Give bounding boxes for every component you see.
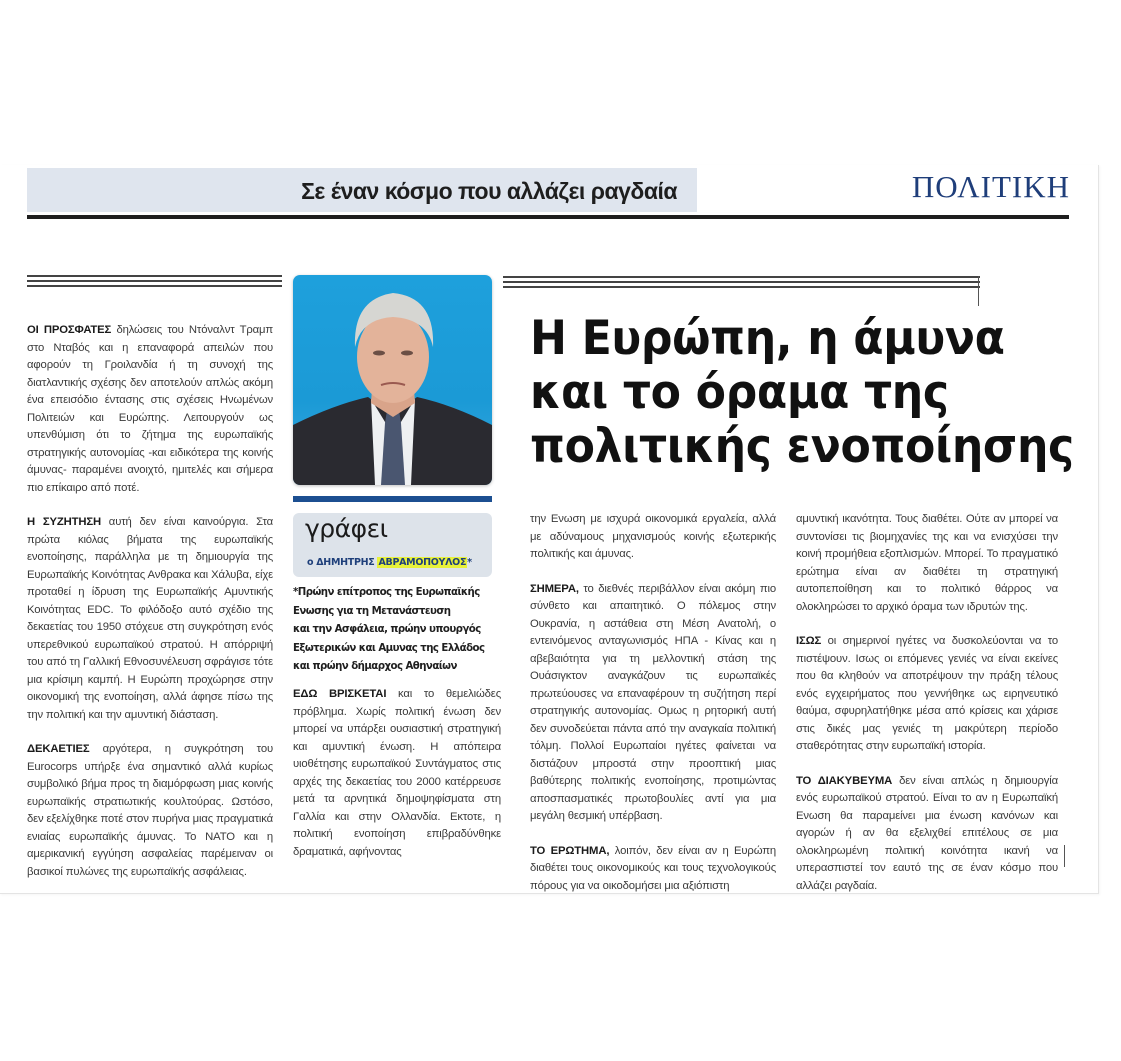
paragraph-text: και το θεμελιώδες πρόβλημα. Χωρίς πολιτική ένωση δεν μπορεί να υπάρξει ουσιαστική στρατηγική και αμυντική ένωση. Η απόπειρα υιοθέτησης ευρωπαϊκού Συντάγματος στις αρχές της δεκαετίας του 2000 κατέρρευσε μετά τα αρνητικά δημοψηφίσματα στη Γαλλία και στην Ολλανδία. Εκτοτε, η πολιτική ενοποίηση επιβραδύνθηκε δραματικά, αφήνοντας [293, 688, 501, 858]
accent-bar [293, 496, 492, 502]
bio-line: και πρώην δήμαρχος Αθηναίων [293, 661, 457, 672]
frame-line-top [978, 276, 979, 306]
headline-line: και το όραμα της [530, 365, 949, 420]
bio-line: Ενωσης για τη Μετανάστευση [293, 605, 451, 617]
paragraph-text: δεν είναι απλώς η δημιουργία ενός ευρωπαϊκού στρατού. Είναι το αν η Ευρωπαϊκή Ενωση θα παραμείνει μια ένωση κανόνων και αγορών ή αν θα εξελιχθεί επιτέλους σε μια ολοκληρωμένη πολιτική κοινότητα ικανή να υπερασπιστεί τον εαυτό της σε έναν κόσμο που αλλάζει ραγδαία. [796, 774, 1058, 892]
paragraph [27, 741, 273, 881]
author-asterisk: * [467, 557, 472, 568]
paragraph [530, 581, 776, 826]
bio-line: και την Ασφάλεια, πρώην υπουργός [293, 624, 481, 635]
paragraph [293, 686, 501, 861]
header-rule [27, 215, 1069, 219]
kicker-title: Σε έναν κόσμο που αλλάζει ραγδαία [301, 178, 677, 204]
paragraph-text: αυτή δεν είναι καινούργια. Στα πρώτα κιόλας βήματα της ευρωπαϊκής ενοποίησης, παράλληλα με τη δημιουργία της Ευρωπαϊκής Κοινότητας Ανθρακα και Χάλυβα, είχε προταθεί η ίδρυση της Ευρωπαϊκής Αμυντικής Κοινότητας EDC. Το φιλόδοξο αυτό σχέδιο της δεκαετίας του 1950 στόχευε στη συγκρότηση ενός υπερεθνικού ευρωπαϊκού στρατού. Η απόρριψή του από τη Γαλλική Εθνοσυνέλευση σφράγισε τότε μια κρίσιμη καμπή. Η Ευρώπη προχώρησε στην οικονομική της ενοποίηση, αλλά άφησε πίσω της την πολιτική και την αμυντική διάσταση. [27, 516, 273, 721]
column-rule-right [503, 276, 980, 288]
bio-line: Εξωτερικών και Αμυνας της Ελλάδος [293, 642, 485, 654]
paragraph-lead: ΙΣΩΣ [796, 635, 822, 647]
paragraph-text: λοιπόν, δεν είναι αν η Ευρώπη διαθέτει τους οικονομικούς και τους τεχνολογικούς πόρους για να οικοδομήσει μια αξιόπιστη [530, 844, 776, 892]
body-column-2 [293, 686, 501, 878]
author-article: ο [307, 557, 314, 568]
paragraph [27, 514, 273, 724]
paragraph-text: την Ενωση με ισχυρά οικονομικά εργαλεία, αλλά με αδύναμους μηχανισμούς κοινής εξωτερικής πολιτικής και άμυνας. [530, 513, 776, 560]
headline-line: πολιτικής ενοποίησης [530, 419, 1074, 474]
paragraph-lead: ΕΔΩ ΒΡΙΣΚΕΤΑΙ [293, 688, 387, 700]
paragraph-text: δηλώσεις του Ντόναλντ Τραμπ στο Νταβός και η επαναφορά απειλών που αφορούν τη Γροιλανδία ή τη συνοχή της διατλαντικής σχέσης δεν αποτελούν απλώς ακόμη ένα επεισόδιο έντασης στις σχέσεις Ηνωμένων Πολιτειών και Ευρώπης. Λειτουργούν ως υπενθύμιση ότι το ζήτημα της ευρωπαϊκής στρατηγικής αυτονομίας -και ειδικότερα της κοινής άμυνας- παραμένει ανοιχτό, ημιτελές και σήμερα πιο επίκαιρο από ποτέ. [27, 324, 274, 494]
body-column-4 [796, 511, 1058, 912]
paragraph-lead: ΣΗΜΕΡΑ, [530, 582, 579, 595]
paragraph [530, 511, 776, 564]
paragraph [796, 511, 1058, 616]
paragraph-lead: ΟΙ ΠΡΟΣΦΑΤΕΣ [27, 324, 112, 336]
paragraph-text: το διεθνές περιβάλλον είναι ακόμη πιο σύνθετο και απαιτητικό. Ο πόλεμος στην Ουκρανία, η αστάθεια στη Μέση Ανατολή, ο εντεινόμενος ανταγωνισμός ΗΠΑ - Κίνας και η αβεβαιότητα για τη μελλοντική στάση της Ουάσιγκτον αναγκάζουν τις ευρωπαϊκές πρωτεύουσες να επαναφέρουν τη συζήτηση περί στρατηγικής αυτονομίας. Ομως η ρητορική αυτή δεν συνοδεύεται πάντα από την αναγκαία πολιτική τόλμη. Πολλοί Ευρωπαίοι ηγέτες φαίνεται να διστάζουν μπροστά στην προοπτική μιας βαθύτερης πολιτικής ενοποίησης, προτιμώντας αποσπασματικές πρωτοβουλίες αντί για μια μεγάλη θεσμική υπέρβαση. [530, 582, 776, 822]
author-name [307, 557, 472, 568]
frame-line-bottom [1064, 845, 1065, 867]
body-column-3 [530, 511, 776, 912]
paragraph-lead: Η ΣΥΖΗΤΗΣΗ [27, 516, 101, 528]
author-photo [293, 275, 492, 485]
body-column-1 [27, 322, 273, 898]
paragraph-lead: ΤΟ ΔΙΑΚΥΒΕΥΜΑ [796, 774, 893, 787]
author-last-name: ΑΒΡΑΜΟΠΟΥΛΟΣ [378, 557, 467, 568]
paragraph-lead: ΔΕΚΑΕΤΙΕΣ [27, 743, 90, 755]
article-headline [530, 311, 1074, 474]
author-first-name: ΔΗΜΗΤΡΗΣ [316, 557, 375, 568]
bio-line: *Πρώην επίτροπος της Ευρωπαϊκής [293, 587, 480, 598]
byline-verb: γράφει [305, 514, 388, 543]
paragraph-text: αργότερα, η συγκρότηση του Eurocorps υπήρξε ένα σημαντικό αλλά κυρίως συμβολικό βήμα προς τη διαμόρφωση μιας κοινής ευρωπαϊκής στρατιωτικής κουλτούρας. Ωστόσο, δεν εξελίχθηκε ποτέ στον πυρήνα μιας πραγματικά ενιαίας ευρωπαϊκής άμυνας. Το ΝΑΤΟ και η αμερικανική εγγύηση ασφαλείας παρέμειναν οι βασικοί πυλώνες της ευρωπαϊκής ασφάλειας. [27, 743, 273, 878]
paragraph-lead: ΤΟ ΕΡΩΤΗΜΑ, [530, 844, 610, 857]
paragraph [27, 322, 273, 497]
author-bio [293, 584, 503, 677]
section-label: ΠΟΛΙΤΙΚΗ [911, 169, 1070, 204]
paragraph [530, 843, 776, 896]
paragraph [796, 773, 1058, 896]
portrait-illustration [293, 275, 492, 485]
paragraph-text: αμυντική ικανότητα. Τους διαθέτει. Ούτε αν μπορεί να συντονίσει τις βιομηχανίες της και να ενισχύσει την κοινή προμήθεια εξοπλισμών. Μπορεί. Το πραγματικό ερώτημα είναι αν διαθέτει τη στρατηγική αυτοπεποίθηση και το πολιτικό θάρρος να ολοκληρώσει το αρχικό όραμα των ιδρυτών της. [796, 513, 1058, 613]
column-rule-left [27, 275, 282, 287]
paragraph [796, 633, 1058, 756]
paragraph-text: οι σημερινοί ηγέτες να δυσκολεύονται να το πιστέψουν. Ισως οι επόμενες γενιές να είναι εκείνες που θα κληθούν να αποτρέψουν την πράξη τέλους ενός εγχειρήματος που γεννήθηκε ως ειρηνευτικό θαύμα, σφυρηλατήθηκε μέσα από κρίσεις και χάρισε στις δικές μας γενιές τη μακρύτερη περίοδο σταθερότητας στην ευρωπαϊκή ιστορία. [796, 635, 1058, 752]
headline-line: Η Ευρώπη, η άμυνα [530, 311, 1005, 366]
